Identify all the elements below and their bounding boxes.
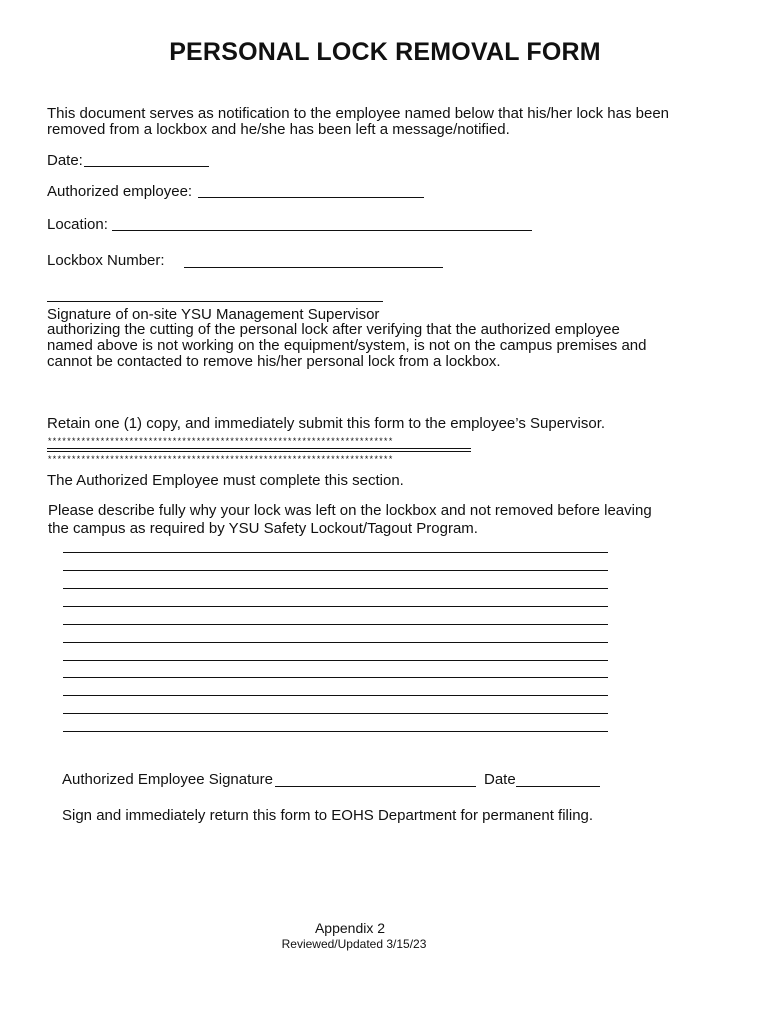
supervisor-signature-line[interactable] — [47, 301, 383, 302]
authorized-employee-field-line[interactable] — [198, 197, 424, 198]
reviewed-date: Reviewed/Updated 3/15/23 — [281, 937, 427, 951]
supervisor-text-line-2: named above is not working on the equipment/system, is not on the campus premises and — [47, 337, 647, 354]
supervisor-text-line-3: cannot be contacted to remove his/her personal lock from a lockbox. — [47, 353, 501, 370]
description-line[interactable] — [63, 695, 608, 696]
intro-text-line-2: removed from a lockbox and he/she has been left a message/notified. — [47, 121, 510, 138]
description-line[interactable] — [63, 731, 608, 732]
appendix-label: Appendix 2 — [314, 920, 386, 936]
description-line[interactable] — [63, 660, 608, 661]
description-line[interactable] — [63, 677, 608, 678]
employee-signature-line[interactable] — [275, 786, 476, 787]
description-line[interactable] — [63, 552, 608, 553]
return-instructions: Sign and immediately return this form to EOHS Department for permanent filing. — [62, 807, 594, 824]
supervisor-text-line-1: authorizing the cutting of the personal lock after verifying that the authorized employee — [47, 321, 620, 338]
description-line[interactable] — [63, 606, 608, 607]
employee-signature-label: Authorized Employee Signature — [62, 771, 273, 788]
description-line[interactable] — [63, 588, 608, 589]
description-line[interactable] — [63, 570, 608, 571]
date-label: Date: — [47, 152, 83, 169]
description-line[interactable] — [63, 624, 608, 625]
description-line[interactable] — [63, 713, 608, 714]
lockbox-number-label: Lockbox Number: — [47, 252, 165, 269]
employee-date-label: Date — [484, 771, 516, 788]
separator-stars-bottom: ************************************************************************ — [47, 455, 393, 465]
employee-date-line[interactable] — [516, 786, 600, 787]
employee-section-heading: The Authorized Employee must complete this section. — [47, 472, 404, 489]
lockbox-number-field-line[interactable] — [184, 267, 443, 268]
form-title: PERSONAL LOCK REMOVAL FORM — [169, 38, 601, 66]
separator-rule-2 — [47, 451, 471, 452]
description-line[interactable] — [63, 642, 608, 643]
separator-stars-top: ************************************************************************ — [47, 437, 393, 447]
location-label: Location: — [47, 216, 108, 233]
retain-copy-text: Retain one (1) copy, and immediately submit this form to the employee’s Supervisor. — [47, 415, 606, 432]
intro-text-line-1: This document serves as notification to the employee named below that his/her lock has been — [47, 105, 670, 122]
describe-text-line-1: Please describe fully why your lock was left on the lockbox and not removed before leaving — [48, 502, 652, 519]
location-field-line[interactable] — [112, 230, 532, 231]
supervisor-signature-label: Signature of on-site YSU Management Supervisor — [47, 306, 380, 323]
describe-text-line-2: the campus as required by YSU Safety Lockout/Tagout Program. — [48, 520, 478, 537]
date-field-line[interactable] — [84, 166, 209, 167]
separator-rule-1 — [47, 448, 471, 449]
authorized-employee-label: Authorized employee: — [47, 183, 193, 200]
